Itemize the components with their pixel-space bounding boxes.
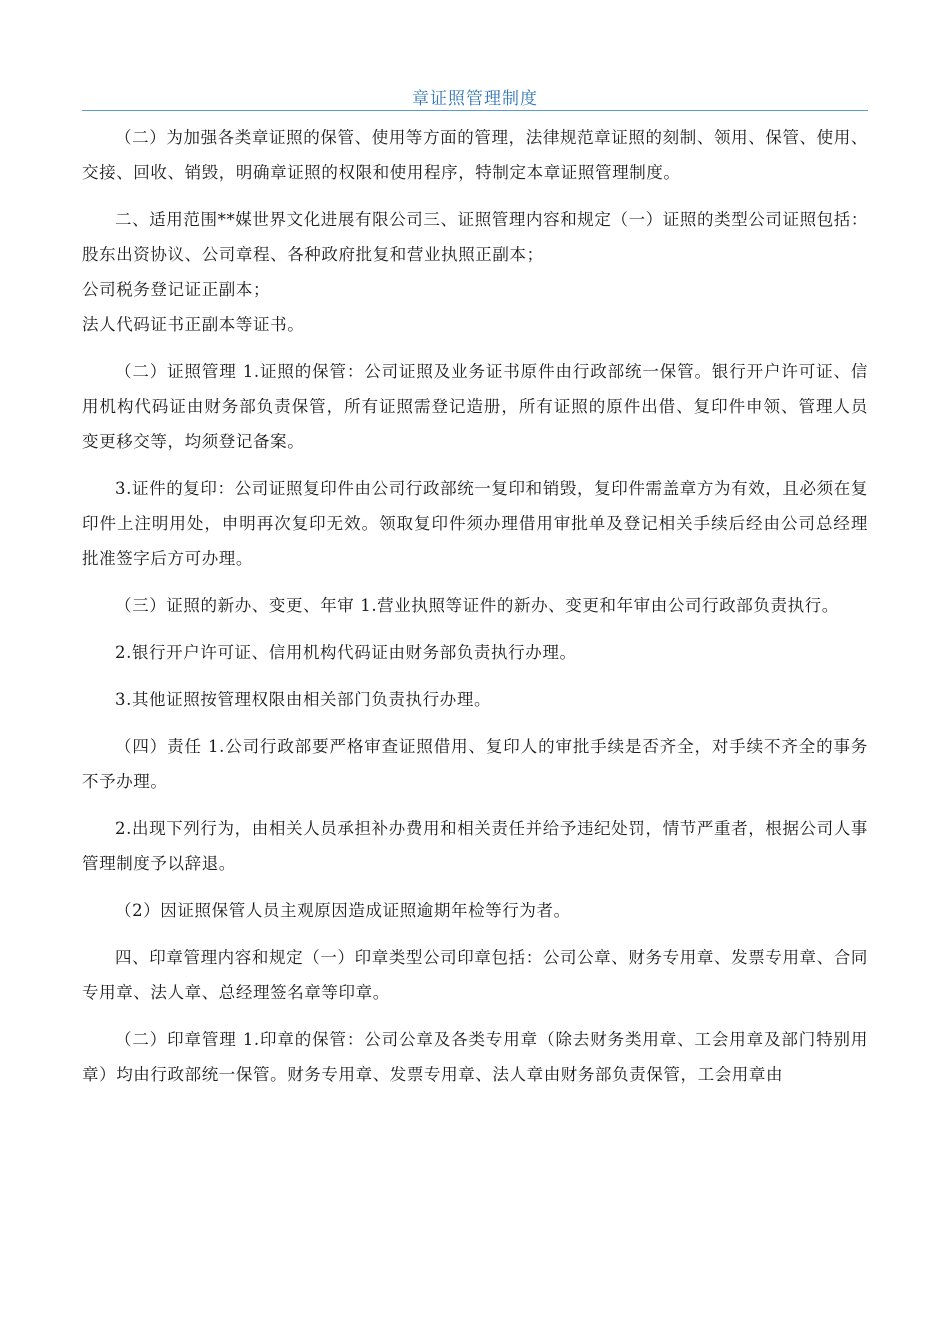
paragraph: 四、印章管理内容和规定（一）印章类型公司印章包括：公司公章、财务专用章、发票专用章、合同专用章、法人章、总经理签名章等印章。	[82, 948, 868, 1002]
paragraph: 2.银行开户许可证、信用机构代码证由财务部负责执行办理。	[115, 643, 577, 662]
paragraph: （四）责任 1.公司行政部要严格审查证照借用、复印人的审批手续是否齐全，对手续不齐全的事务不予办理。	[82, 737, 868, 791]
paragraph: 法人代码证书正副本等证书。	[82, 315, 305, 334]
document-title: 章证照管理制度	[412, 89, 538, 109]
paragraph: 2.出现下列行为，由相关人员承担补办费用和相关责任并给予违纪处罚，情节严重者，根据公司人事管理制度予以辞退。	[82, 819, 868, 873]
paragraph: 3.证件的复印：公司证照复印件由公司行政部统一复印和销毁，复印件需盖章方为有效，且必须在复印件上注明用处，申明再次复印无效。领取复印件须办理借用审批单及登记相关手续后经由公司总经理批准签字后方可办理。	[82, 479, 868, 568]
paragraph: 二、适用范围**媒世界文化进展有限公司三、证照管理内容和规定（一）证照的类型公司证照包括：股东出资协议、公司章程、各种政府批复和营业执照正副本；	[82, 210, 868, 264]
page-header	[82, 80, 868, 111]
paragraph: （2）因证照保管人员主观原因造成证照逾期年检等行为者。	[115, 901, 571, 920]
paragraph: 公司税务登记证正副本；	[82, 280, 271, 299]
paragraph: 3.其他证照按管理权限由相关部门负责执行办理。	[115, 690, 492, 709]
paragraph: （二）证照管理 1.证照的保管：公司证照及业务证书原件由行政部统一保管。银行开户许可证、信用机构代码证由财务部负责保管，所有证照需登记造册，所有证照的原件出借、复印件申领、管理人员变更移交等，均须登记备案。	[82, 362, 868, 451]
paragraph: （二）为加强各类章证照的保管、使用等方面的管理，法律规范章证照的刻制、领用、保管、使用、交接、回收、销毁，明确章证照的权限和使用程序，特制定本章证照管理制度。	[82, 128, 868, 182]
document-body	[82, 120, 868, 1104]
paragraph: （二）印章管理 1.印章的保管：公司公章及各类专用章（除去财务类用章、工会用章及部门特别用章）均由行政部统一保管。财务专用章、发票专用章、法人章由财务部负责保管，工会用章由	[82, 1030, 868, 1084]
paragraph: （三）证照的新办、变更、年审 1.营业执照等证件的新办、变更和年审由公司行政部负责执行。	[115, 596, 839, 615]
